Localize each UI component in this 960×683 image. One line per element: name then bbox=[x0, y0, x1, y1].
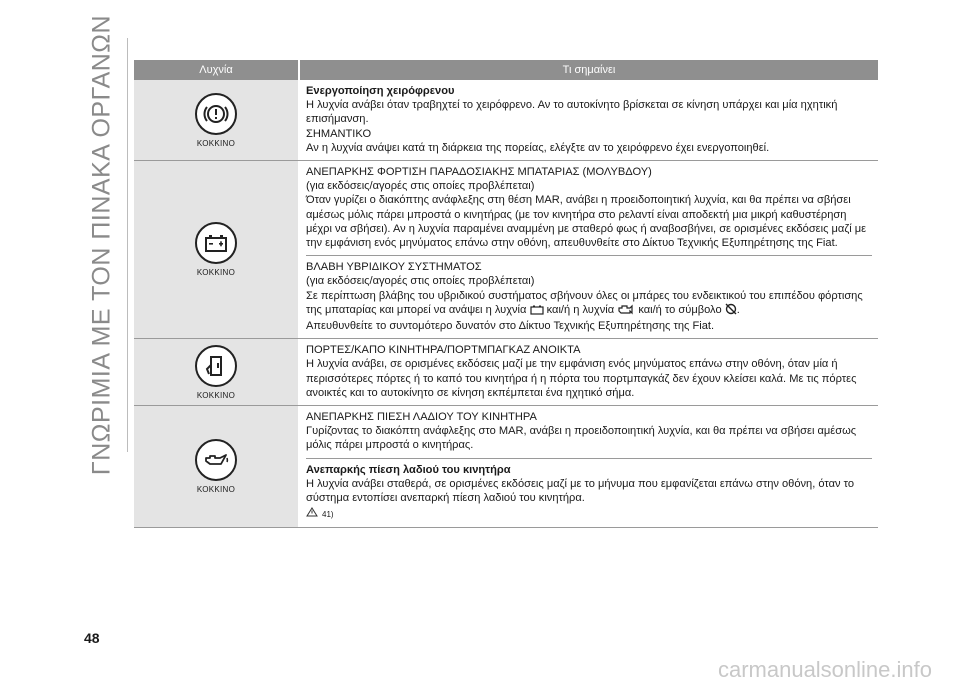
side-chapter-title bbox=[82, 14, 122, 476]
block-text: Η λυχνία ανάβει σταθερά, σε ορισμένες εκδόσεις μαζί με το μήνυμα που εμφανίζεται επάνω στην οθόνη, όταν το σύστημα εντοπίσει ανεπαρκή πίεση λαδιού του κινητήρα. bbox=[306, 477, 855, 505]
lamp-cell bbox=[134, 406, 298, 527]
description-block bbox=[306, 161, 872, 255]
brake-warning-icon bbox=[195, 93, 237, 135]
lamp-cell bbox=[134, 161, 298, 338]
table-row bbox=[134, 406, 878, 528]
table-row bbox=[134, 339, 878, 406]
description-cell bbox=[298, 406, 878, 527]
door-open-icon bbox=[195, 345, 237, 387]
block-text: Η λυχνία ανάβει όταν τραβηχτεί το χειρόφρενο. Αν το αυτοκίνητο βρίσκεται σε κίνηση υπάρχει και μία ηχητική επισήμανση. bbox=[306, 99, 838, 126]
page-number: 48 bbox=[84, 630, 100, 646]
header-lamp: Λυχνία bbox=[199, 64, 233, 76]
header-meaning: Τι σημαίνει bbox=[298, 60, 878, 80]
block-title: ΒΛΑΒΗ ΥΒΡΙΔΙΚΟΥ ΣΥΣΤΗΜΑΤΟΣ bbox=[306, 261, 482, 274]
text-part: και/ή η λυχνία bbox=[546, 303, 615, 316]
note-title: ΣΗΜΑΝΤΙΚΟ bbox=[306, 127, 372, 140]
block-text: Γυρίζοντας το διακόπτη ανάφλεξης στο MAR, ανάβει η προειδοποιητική λυχνία, και θα πρέπει να σβήσει αμέσως μόλις πάρει μπροστά ο κινητήρας. bbox=[306, 425, 857, 452]
block-text: Όταν γυρίζει ο διακόπτης ανάφλεξης στη θέση MAR, ανάβει η προειδοποιητική λυχνία, και θα πρέπει να σβήσει αμέσως μόλις πάρει μπροστά ο κινητήρας (με τον κινητήρα στο ρελαντί είναι αποδεκτή μια μικρή καθυστέρηση μέχρι να σβήσει). Αν η λυχνία παραμένει αναμμένη με σταθερό φως ή αναβοσβήνει, σε ορισμένες εκδόσεις μαζί με την εμφάνιση ενός μηνύματος επάνω στην οθόνη, απευθυνθείτε στο Δίκτυο Τεχνικής Εξυπηρέτησης της Fiat. bbox=[306, 194, 867, 250]
block-subtitle: (για εκδόσεις/αγορές στις οποίες προβλέπεται) bbox=[306, 180, 535, 193]
table-row bbox=[134, 161, 878, 339]
warning-ref-number: 41) bbox=[322, 509, 334, 519]
text-part: Απευθυνθείτε το συντομότερο δυνατόν στο Δίκτυο Τεχνικής Εξυπηρέτησης της Fiat. bbox=[306, 320, 715, 333]
oil-can-icon bbox=[195, 439, 237, 481]
lamp-color-label: ΚΟΚΚΙΝΟ bbox=[196, 390, 236, 400]
watermark: carmanualsonline.info bbox=[717, 657, 932, 682]
lamp-color-label: ΚΟΚΚΙΝΟ bbox=[196, 138, 236, 148]
description-cell bbox=[298, 80, 878, 160]
description-block bbox=[306, 458, 872, 528]
block-title: ΑΝΕΠΑΡΚΗΣ ΦΟΡΤΙΣΗ ΠΑΡΑΔΟΣΙΑΚΗΣ ΜΠΑΤΑΡΙΑΣ (ΜΟΛΥΒΔΟΥ) bbox=[306, 166, 652, 179]
table-header bbox=[134, 60, 878, 80]
hybrid-symbol-icon bbox=[725, 303, 737, 319]
warning-reference bbox=[306, 507, 872, 522]
lamp-color-label: ΚΟΚΚΙΝΟ bbox=[196, 268, 236, 278]
description-block bbox=[306, 339, 872, 405]
text-part: . bbox=[736, 303, 740, 316]
block-text: Η λυχνία ανάβει, σε ορισμένες εκδόσεις μαζί με την εμφάνιση ενός μηνύματος επάνω στην οθόνη, όταν μία ή περισσότερες πόρτες ή το καπό του κινητήρα ή η πόρτα του πορτμπαγκάζ δεν έχουν κλείσει καλά. Με τις πόρτες ανοικτές και το αυτοκίνητο σε κίνηση εκπέμπεται ένα ηχητικό σήμα. bbox=[306, 358, 857, 399]
warning-triangle-icon bbox=[306, 507, 318, 522]
description-block bbox=[306, 406, 872, 458]
warning-lights-table bbox=[134, 60, 878, 528]
block-title: Ενεργοποίηση χειρόφρενου bbox=[306, 85, 455, 97]
text-part: Σε περίπτωση βλάβης του υβριδικού συστήματος σβήνουν όλες οι μπάρες του ενδεικτικού του επιπέδου φόρτισης της μπαταρίας και μπορεί να ανάψει η λυχνία bbox=[306, 289, 863, 316]
table-row bbox=[134, 80, 878, 161]
description-block bbox=[306, 80, 872, 160]
side-divider bbox=[127, 38, 128, 452]
text-part: και/ή το σύμβολο bbox=[638, 303, 722, 316]
note-text: Αν η λυχνία ανάψει κατά τη διάρκεια της πορείας, ελέγξτε αν το χειρόφρενο έχει ενεργοποιηθεί. bbox=[306, 141, 770, 154]
description-cell bbox=[298, 339, 878, 405]
lamp-color-label: ΚΟΚΚΙΝΟ bbox=[196, 485, 236, 495]
lamp-cell bbox=[134, 339, 298, 405]
side-chapter-text: ΓΝΩΡΙΜΙΑ ΜΕ ΤΟΝ ΠΙΝΑΚΑ ΟΡΓΑΝΩΝ bbox=[87, 14, 116, 476]
description-block bbox=[306, 255, 872, 338]
block-title: Ανεπαρκής πίεση λαδιού του κινητήρα bbox=[306, 463, 511, 476]
block-subtitle: (για εκδόσεις/αγορές στις οποίες προβλέπεται) bbox=[306, 275, 535, 288]
description-cell bbox=[298, 161, 878, 338]
engine-small-icon bbox=[617, 304, 635, 319]
battery-icon bbox=[195, 222, 237, 264]
lamp-cell bbox=[134, 80, 298, 160]
block-title: ΑΝΕΠΑΡΚΗΣ ΠΙΕΣΗ ΛΑΔΙΟΥ ΤΟΥ ΚΙΝΗΤΗΡΑ bbox=[306, 411, 537, 424]
block-text bbox=[306, 289, 872, 334]
battery-small-icon bbox=[530, 304, 544, 319]
block-title: ΠΟΡΤΕΣ/ΚΑΠΟ ΚΙΝΗΤΗΡΑ/ΠΟΡΤΜΠΑΓΚΑΖ ΑΝΟΙΚΤΑ bbox=[306, 344, 581, 357]
